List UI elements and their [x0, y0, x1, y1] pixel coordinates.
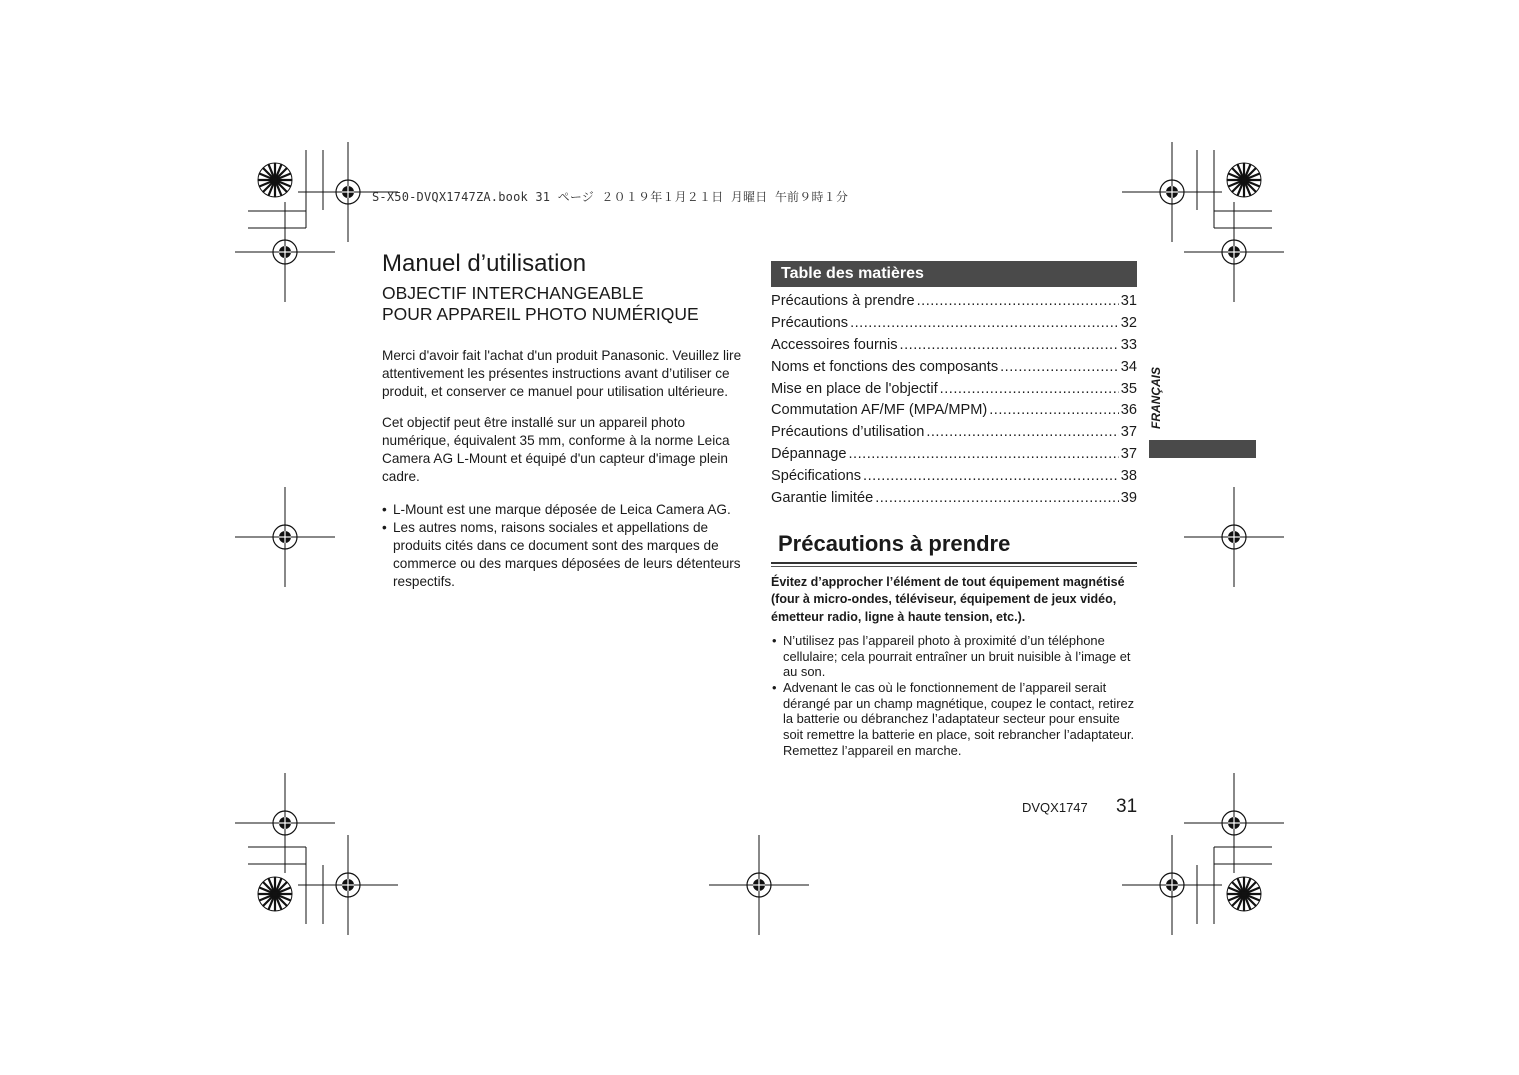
toc-heading: Table des matières	[771, 261, 1137, 287]
toc-entry-label: Dépannage	[771, 446, 847, 463]
trademark-note: • L-Mount est une marque déposée de Leica Camera AG.	[382, 501, 747, 519]
language-tab-label: FRANÇAIS	[1149, 367, 1163, 429]
intro-column	[382, 248, 747, 592]
section-body	[771, 574, 1141, 759]
toc-entry-page: 34	[1120, 358, 1137, 375]
manual-title: Manuel d’utilisation	[382, 250, 587, 277]
toc-entry-page: 38	[1120, 468, 1137, 485]
toc-entry[interactable]	[771, 400, 1137, 422]
subtitle-line-2: POUR APPAREIL PHOTO NUMÉRIQUE	[382, 304, 699, 324]
magnetic-warning: Évitez d’approcher l’élément de tout équipement magnétisé (four à micro-ondes, téléviseur, équipement de jeux vidéo, émetteur radio, ligne à haute tension, etc.).	[771, 575, 1125, 624]
trademark-note: • Les autres noms, raisons sociales et appellations de produits cités dans ce document sont des marques de commerce ou des marques déposées de leurs détenteurs respectifs.	[382, 519, 747, 590]
toc-entry-label: Précautions d’utilisation	[771, 424, 925, 441]
toc-leader	[900, 335, 1119, 357]
print-header: S-X50-DVQX1747ZA.book 31 ページ ２０１９年１月２１日 月曜日 午前９時１分	[372, 190, 849, 204]
toc-entry-label: Commutation AF/MF (MPA/MPM)	[771, 402, 988, 419]
toc-leader	[1000, 357, 1119, 379]
toc-leader	[848, 444, 1118, 466]
precaution-list	[771, 633, 1141, 759]
language-marker-bar	[1149, 440, 1256, 458]
toc-entry-page: 35	[1120, 380, 1137, 397]
compatibility-paragraph: Cet objectif peut être installé sur un appareil photo numérique, équivalent 35 mm, conforme à la norme Leica Camera AG L-Mount et équipé d'un capteur d'image plein cadre.	[382, 415, 730, 484]
toc-entry-page: 33	[1120, 336, 1137, 353]
toc-leader	[917, 291, 1119, 313]
toc-entry-page: 37	[1120, 424, 1137, 441]
section-divider	[771, 562, 1137, 564]
toc-entry-label: Mise en place de l'objectif	[771, 380, 938, 397]
toc-leader	[863, 466, 1119, 488]
toc-entry-page: 31	[1120, 293, 1137, 309]
toc-entry-page: 39	[1120, 490, 1137, 507]
subtitle-line-1: OBJECTIF INTERCHANGEABLE	[382, 283, 644, 303]
manual-subtitle	[382, 283, 747, 325]
toc-leader	[875, 488, 1119, 510]
toc-entry-label: Garantie limitée	[771, 490, 874, 507]
section-title: Précautions à prendre	[778, 531, 1011, 556]
page-number: 31	[1116, 796, 1138, 817]
toc-entry[interactable]	[771, 379, 1137, 401]
language-tab	[1146, 362, 1166, 434]
toc-entry[interactable]	[771, 335, 1137, 357]
toc-entry[interactable]	[771, 466, 1137, 488]
toc-entry[interactable]	[771, 313, 1137, 335]
toc-entry[interactable]	[771, 444, 1137, 466]
toc-entry-label: Accessoires fournis	[771, 336, 898, 353]
trademark-notes	[382, 501, 747, 591]
toc-entry[interactable]	[771, 422, 1137, 444]
toc-entry-page: 32	[1120, 314, 1137, 331]
table-of-contents	[771, 291, 1137, 510]
toc-leader	[850, 313, 1119, 335]
precaution-item: • N’utilisez pas l’appareil photo à proximité d’un téléphone cellulaire; cela pourrait entraîner un bruit nuisible à l’image et au son.	[771, 633, 1141, 680]
toc-entry[interactable]	[771, 357, 1137, 379]
section-divider	[771, 566, 1137, 567]
toc-entry-label: Noms et fonctions des composants	[771, 358, 999, 375]
toc-entry-label: Précautions	[771, 314, 849, 331]
toc-entry-label: Précautions à prendre	[771, 293, 915, 309]
toc-entry[interactable]	[771, 488, 1137, 510]
toc-entry-page: 37	[1120, 446, 1137, 463]
toc-leader	[940, 379, 1119, 401]
toc-entry-page: 36	[1120, 402, 1137, 419]
toc-entry-label: Spécifications	[771, 468, 862, 485]
toc-leader	[926, 422, 1118, 444]
document-code: DVQX1747	[1022, 800, 1088, 815]
toc-entry[interactable]	[771, 291, 1137, 313]
intro-paragraph: Merci d'avoir fait l'achat d'un produit Panasonic. Veuillez lire attentivement les présentes instructions avant d’utiliser ce produit, et conserver ce manuel pour utilisation ultérieure.	[382, 348, 742, 399]
precaution-item: • Advenant le cas où le fonctionnement de l’appareil serait dérangé par un champ magnétique, coupez le contact, retirez la batterie ou débranchez l’adaptateur secteur pour ensuite soit remettre la batterie en place, soit rebrancher l’adaptateur. Remettez l’appareil en marche.	[771, 680, 1141, 759]
toc-leader	[989, 400, 1119, 422]
